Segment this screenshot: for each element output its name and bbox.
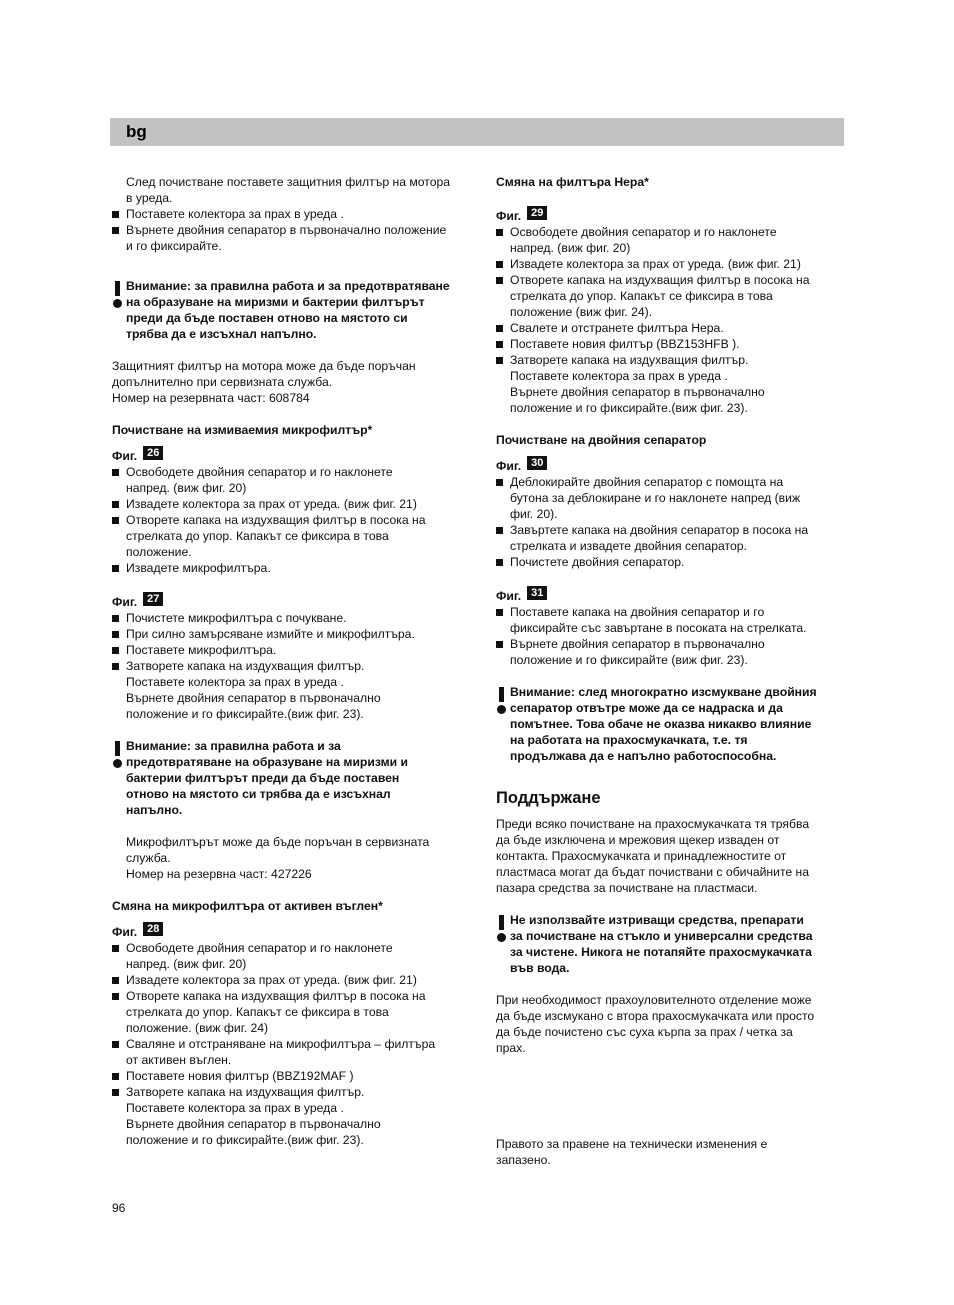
exclamation-icon xyxy=(499,687,504,702)
bullet-square-icon xyxy=(496,341,503,348)
fig30-steps xyxy=(496,474,840,570)
left-column xyxy=(112,174,462,1148)
list-item: Деблокирайте двойния сепаратор с помощта на бутона за деблокиране и го наклонете напред (виж фиг. 20). xyxy=(496,474,840,522)
bullet-square-icon xyxy=(112,211,119,218)
bullet-square-icon xyxy=(496,229,503,236)
warning-note: Не използвайте изтриващи средства, препарати за почистване на стъкло и универсални средства за чистене. Никога не потапяйте прахосмукачката във вода. xyxy=(496,912,840,976)
list-item: Отворете капака на издухващия филтър в посока на стрелката до упор. Капакът се фиксира в това положение. (виж фиг. 24) xyxy=(112,988,462,1036)
fig28-continuation: Поставете колектора за прах в уреда . Върнете двойния сепаратор в първоначално положение и го фиксирайте.(виж фиг. 23). xyxy=(126,1101,381,1147)
bullet-square-icon xyxy=(496,609,503,616)
bullet-square-icon xyxy=(112,1089,119,1096)
list-item: Затворете капака на издухващия филтър. xyxy=(496,352,840,368)
list-item: Сваляне и отстраняване на микрофилтъра – филтъра от активен въглен. xyxy=(112,1036,462,1068)
bullet-square-icon xyxy=(112,1073,119,1080)
figure-label: Фиг. 29 xyxy=(496,206,840,224)
bullet-square-icon xyxy=(496,261,503,268)
fig27-steps xyxy=(112,610,462,674)
bullet-square-icon xyxy=(496,559,503,566)
figure-label: Фиг. 26 xyxy=(112,446,462,464)
exclamation-icon xyxy=(115,741,120,756)
bullet-square-icon xyxy=(112,993,119,1000)
bullet-square-icon xyxy=(496,641,503,648)
bullet-square-icon xyxy=(112,469,119,476)
maintenance-text: Преди всяко почистване на прахосмукачката тя трябва да бъде изключена и мрежовия щекер изваден от контакта. Прахосмукачката и принадлежностите от пластмаса могат да бъдат почиствани с обичайните на пазара средства за почистване на пластмаси. xyxy=(496,817,810,895)
figure-label: Фиг. 30 xyxy=(496,456,840,474)
list-item: Освободете двойния сепаратор и го наклонете напред. (виж фиг. 20) xyxy=(496,224,840,256)
list-item: Върнете двойния сепаратор в първоначално положение и го фиксирайте. xyxy=(112,222,462,254)
microfilter-heading: Почистване на измиваемия микрофилтър* xyxy=(112,423,373,437)
page-number: 96 xyxy=(112,1201,126,1215)
list-item: Завъртете капака на двойния сепаратор в посока на стрелката и извадете двойния сепаратор. xyxy=(496,522,840,554)
list-item: При силно замърсяване измийте и микрофилтъра. xyxy=(112,626,462,642)
fig29-steps xyxy=(496,224,840,368)
intro-bullet-list xyxy=(112,206,462,254)
warning-note: Внимание: за правилна работа и за предотвратяване на образуване на миризми и бактерии филтърът преди да бъде поставен отново на мястото си трябва да е изсъхнал напълно. xyxy=(112,738,462,818)
maintenance-title: Поддържане xyxy=(496,789,601,807)
list-item: Свалете и отстранете филтъра Нера. xyxy=(496,320,840,336)
fig31-steps xyxy=(496,604,840,668)
exclamation-icon xyxy=(115,281,120,296)
list-item: Отворете капака на издухващия филтър в посока на стрелката до упор. Капакът се фиксира в това положение (виж фиг. 24). xyxy=(496,272,840,320)
bullet-square-icon xyxy=(112,663,119,670)
warning-dot-icon xyxy=(113,299,122,308)
warning-dot-icon xyxy=(497,933,506,942)
motor-filter-order-text: Защитният филтър на мотора може да бъде поръчан допълнително при сервизната служба. Номер на резервната част: 608784 xyxy=(112,359,416,405)
list-item: Почистете двойния сепаратор. xyxy=(496,554,840,570)
bullet-square-icon xyxy=(496,357,503,364)
hepa-heading: Смяна на филтъра Нера* xyxy=(496,175,649,189)
bullet-square-icon xyxy=(112,565,119,572)
exclamation-icon xyxy=(499,915,504,930)
list-item: Освободете двойния сепаратор и го наклонете напред. (виж фиг. 20) xyxy=(112,464,462,496)
warning-note: Внимание: след многократно изсмукване двойния сепаратор отвътре може да се надраска и да помътнее. Това обаче не оказва никакво влияние на работата на прахосмукачката, т.е. тя продължава да е напълно работоспособна. xyxy=(496,684,840,764)
bullet-square-icon xyxy=(496,277,503,284)
list-item: Извадете колектора за прах от уреда. (виж фиг. 21) xyxy=(496,256,840,272)
list-item: Поставете капака на двойния сепаратор и го фиксирайте със завъртане в посоката на стрелката. xyxy=(496,604,840,636)
fig27-continuation: Поставете колектора за прах в уреда . Върнете двойния сепаратор в първоначално положение и го фиксирайте.(виж фиг. 23). xyxy=(126,675,381,721)
figure-number-badge: 30 xyxy=(527,456,547,470)
fig29-continuation: Поставете колектора за прах в уреда . Върнете двойния сепаратор в първоначално положение и го фиксирайте.(виж фиг. 23). xyxy=(510,369,765,415)
bullet-square-icon xyxy=(112,517,119,524)
rights-reserved-text: Правото за правене на технически изменения е запазено. xyxy=(496,1137,768,1167)
figure-number-badge: 27 xyxy=(143,592,163,606)
microfilter-order-text: Микрофилтърът може да бъде поръчан в сервизната служба. Номер на резервна част: 427226 xyxy=(126,835,430,881)
figure-number-badge: 29 xyxy=(527,206,547,220)
list-item: Върнете двойния сепаратор в първоначално положение и го фиксирайте (виж фиг. 23). xyxy=(496,636,840,668)
bullet-square-icon xyxy=(496,325,503,332)
dust-compartment-text: При необходимост прахоуловителното отделение може да бъде изсмукано с втора прахосмукачката или просто да бъде почистено със суха кърпа за прах / четка за прах. xyxy=(496,993,815,1055)
list-item: Поставете новия филтър (BBZ153HFB ). xyxy=(496,336,840,352)
list-item: Поставете колектора за прах в уреда . xyxy=(112,206,462,222)
figure-number-badge: 26 xyxy=(143,446,163,460)
list-item: Затворете капака на издухващия филтър. xyxy=(112,658,462,674)
list-item: Извадете колектора за прах от уреда. (виж фиг. 21) xyxy=(112,496,462,512)
figure-label: Фиг. 27 xyxy=(112,592,462,610)
carbon-filter-heading: Смяна на микрофилтъра от активен въглен* xyxy=(112,899,383,913)
separator-heading: Почистване на двойния сепаратор xyxy=(496,433,707,447)
warning-dot-icon xyxy=(113,759,122,768)
bullet-square-icon xyxy=(112,647,119,654)
bullet-square-icon xyxy=(112,977,119,984)
list-item: Освободете двойния сепаратор и го наклонете напред. (виж фиг. 20) xyxy=(112,940,462,972)
list-item: Затворете капака на издухващия филтър. xyxy=(112,1084,462,1100)
list-item: Поставете новия филтър (BBZ192MAF ) xyxy=(112,1068,462,1084)
list-item: Почистете микрофилтъра с почукване. xyxy=(112,610,462,626)
fig28-steps xyxy=(112,940,462,1100)
bullet-square-icon xyxy=(112,615,119,622)
bullet-square-icon xyxy=(112,501,119,508)
figure-label: Фиг. 28 xyxy=(112,922,462,940)
bullet-square-icon xyxy=(112,227,119,234)
list-item: Отворете капака на издухващия филтър в посока на стрелката до упор. Капакът се фиксира в това положение. xyxy=(112,512,462,560)
bullet-square-icon xyxy=(112,631,119,638)
bullet-square-icon xyxy=(496,527,503,534)
bullet-square-icon xyxy=(112,945,119,952)
bullet-square-icon xyxy=(112,1041,119,1048)
intro-paragraph: След почистване поставете защитния филтър на мотора в уреда. xyxy=(126,175,451,205)
figure-number-badge: 28 xyxy=(143,922,163,936)
list-item: Извадете микрофилтъра. xyxy=(112,560,462,576)
bullet-square-icon xyxy=(496,479,503,486)
fig26-steps xyxy=(112,464,462,576)
warning-dot-icon xyxy=(497,705,506,714)
language-header-bar xyxy=(110,118,844,146)
language-code: bg xyxy=(126,122,147,141)
list-item: Поставете микрофилтъра. xyxy=(112,642,462,658)
right-column xyxy=(496,174,840,1168)
figure-label: Фиг. 31 xyxy=(496,586,840,604)
list-item: Извадете колектора за прах от уреда. (виж фиг. 21) xyxy=(112,972,462,988)
figure-number-badge: 31 xyxy=(527,586,547,600)
warning-note: Внимание: за правилна работа и за предотвратяване на образуване на миризми и бактерии филтърът преди да бъде поставен отново на мястото си трябва да е изсъхнал напълно. xyxy=(112,278,462,342)
